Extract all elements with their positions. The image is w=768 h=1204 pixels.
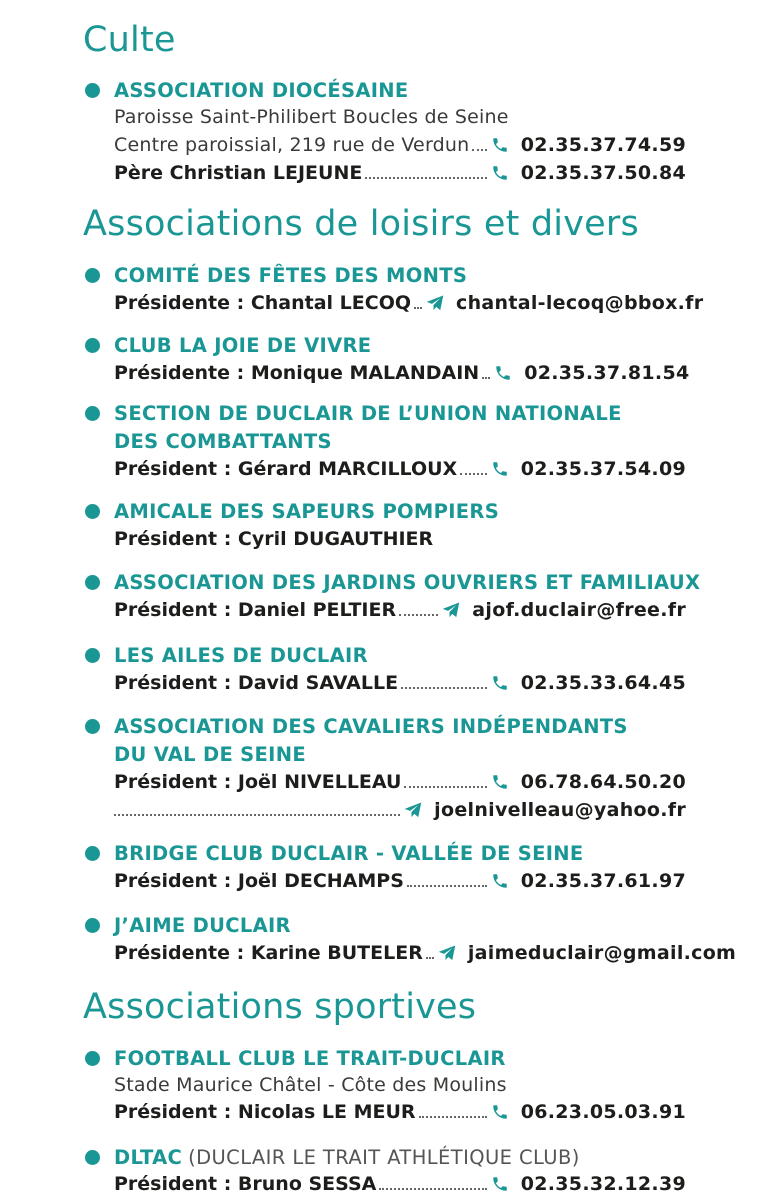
dotted-leader [426,957,434,959]
dotted-leader [472,149,486,151]
contact-label: Président : Daniel PELTIER [114,599,397,621]
phone-number: 06.23.05.03.91 [520,1101,686,1123]
bullet [85,1150,100,1165]
contact-label: Président : David SAVALLE [114,672,399,694]
contact-line [114,359,690,387]
section-title-culte: Culte [83,20,176,60]
phone-number: 02.35.37.61.97 [520,870,686,892]
contact-label: Président : Bruno SESSA [114,1173,377,1195]
dotted-leader [407,885,487,887]
bullet [85,719,100,734]
email-address: joelnivelleau@yahoo.fr [434,799,686,821]
association-name-continued: DES COMBATTANTS [114,429,332,453]
dotted-leader [419,1116,487,1118]
association-name: J’AIME DUCLAIR [114,913,291,937]
phone-number: 06.78.64.50.20 [520,771,686,793]
association-name: CLUB LA JOIE DE VIVRE [114,333,372,357]
phone-icon [491,136,509,154]
paper-plane-icon [426,294,444,312]
phone-icon [491,1103,509,1121]
association-name: ASSOCIATION DES JARDINS OUVRIERS ET FAMILIAUX [114,570,701,594]
association-name: FOOTBALL CLUB LE TRAIT-DUCLAIR [114,1046,506,1070]
contact-line [114,289,704,317]
association-acronym: DLTAC [114,1145,183,1169]
dotted-leader [460,473,487,475]
address-line: Paroisse Saint-Philibert Boucles de Seine [114,106,509,128]
contact-line [114,159,686,187]
contact-label: Président : Joël NIVELLEAU [114,771,402,793]
association-name: COMITÉ DES FÊTES DES MONTS [114,263,468,287]
contact-line [114,1170,686,1198]
contact-label: Centre paroissial, 219 rue de Verdun [114,134,470,156]
contact-line [114,525,686,553]
association-name: LES AILES DE DUCLAIR [114,643,368,667]
bullet [85,918,100,933]
bullet [85,846,100,861]
phone-number: 02.35.37.54.09 [520,458,686,480]
paper-plane-icon [438,944,456,962]
association-name: BRIDGE CLUB DUCLAIR - VALLÉE DE SEINE [114,841,584,865]
dotted-leader [482,377,490,379]
contact-label: Père Christian LEJEUNE [114,162,363,184]
section-title-sportives: Associations sportives [83,987,477,1027]
contact-line [114,796,686,824]
bullet [85,648,100,663]
contact-label: Présidente : Monique MALANDAIN [114,362,480,384]
phone-icon [491,164,509,182]
contact-line [114,669,686,697]
dotted-leader [414,307,422,309]
contact-line [114,596,686,624]
association-name-continued: DU VAL DE SEINE [114,742,306,766]
phone-number: 02.35.33.64.45 [520,672,686,694]
phone-number: 02.35.37.74.59 [520,134,686,156]
phone-icon [491,872,509,890]
dotted-leader [365,177,486,179]
contact-label: Président : Nicolas LE MEUR [114,1101,416,1123]
paper-plane-icon [404,801,422,819]
bullet [85,83,100,98]
contact-line [114,867,686,895]
phone-icon [491,674,509,692]
association-name: SECTION DE DUCLAIR DE L’UNION NATIONALE [114,401,622,425]
phone-number: 02.35.32.12.39 [520,1173,686,1195]
address-line: Stade Maurice Châtel - Côte des Moulins [114,1074,507,1096]
contact-line [114,131,686,159]
email-address: jaimeduclair@gmail.com [467,942,737,964]
paper-plane-icon [442,601,460,619]
section-title-loisirs: Associations de loisirs et divers [83,204,639,244]
bullet [85,338,100,353]
phone-number: 02.35.37.81.54 [524,362,690,384]
bullet [85,406,100,421]
association-name [114,1143,686,1171]
contact-line [114,939,737,967]
association-fullname: (DUCLAIR LE TRAIT ATHLÉTIQUE CLUB) [188,1145,580,1169]
contact-label: Président : Joël DECHAMPS [114,870,404,892]
dotted-leader [379,1188,486,1190]
contact-label: Présidente : Karine BUTELER [114,942,423,964]
phone-icon [491,1175,509,1193]
phone-icon [491,773,509,791]
phone-number: 02.35.37.50.84 [520,162,686,184]
contact-line [114,455,686,483]
association-name: AMICALE DES SAPEURS POMPIERS [114,499,500,523]
contact-line [114,768,686,796]
contact-label: Président : Cyril DUGAUTHIER [114,528,434,550]
dotted-leader [401,687,487,689]
bullet [85,1051,100,1066]
dotted-leader [404,786,486,788]
bullet [85,504,100,519]
bullet [85,268,100,283]
email-address: chantal-lecoq@bbox.fr [456,292,704,314]
dotted-leader [114,814,400,816]
email-address: ajof.duclair@free.fr [472,599,686,621]
contact-label: Présidente : Chantal LECOQ [114,292,411,314]
contact-line [114,1098,686,1126]
association-name: ASSOCIATION DES CAVALIERS INDÉPENDANTS [114,714,628,738]
contact-label: Président : Gérard MARCILLOUX [114,458,458,480]
dotted-leader [399,614,438,616]
association-name: ASSOCIATION DIOCÉSAINE [114,78,409,102]
phone-icon [494,364,512,382]
phone-icon [491,460,509,478]
bullet [85,575,100,590]
